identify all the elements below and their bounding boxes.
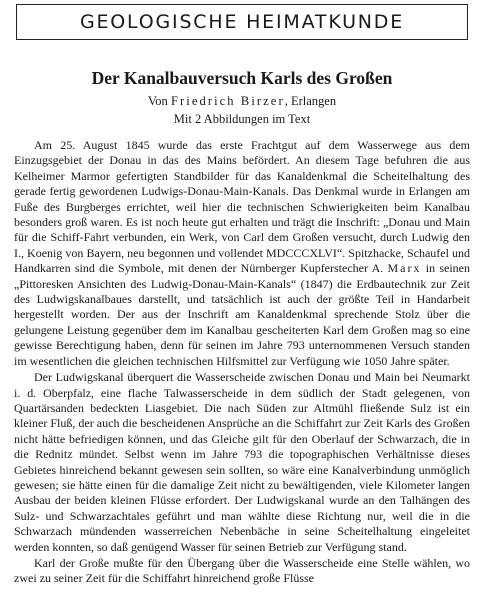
author-location: , Erlangen <box>284 94 337 108</box>
figure-note: Mit 2 Abbildungen im Text <box>173 112 311 126</box>
article-title: Der Kanalbauversuch Karls des Großen <box>91 68 393 88</box>
article-byline <box>14 93 470 109</box>
section-title: GEOLOGISCHE HEIMATKUNDE <box>79 11 405 33</box>
paragraph-3: Karl der Große mußte für den Übergang über die Wasserscheide eine Stelle wählen, wo zwei zu seiner Zeit für die Schiffahrt hinreichend große Flüsse <box>14 555 470 586</box>
paragraph-1-part-b: in seinen „Pittoresken Ansichten des Ludwig-Donau-Main-Kanals“ (1847) die Erdbautechnik zur Zeit des Ludwigskanalbaues darstellt, und tatsächlich ist auch der größte Teil in Handarbeit hergestellt worden. Der aus der Inschrift am Kanaldenkmal sprechende Stolz über die gelungene Leistung gegenüber dem im Kanalbau gescheiterten Karl dem Großen mag so eine gewisse Berechtigung haben, denn für seinen im Jahre 793 unternommenen Versuch standen im wesentlichen die gleichen technischen Hilfsmittel zur Verfügung wie 1050 Jahre später. <box>14 261 470 368</box>
section-header <box>16 4 468 40</box>
engraver-name: Marx <box>387 261 422 276</box>
paragraph-1 <box>14 138 470 369</box>
byline-prefix: Von <box>147 94 171 108</box>
paragraph-1-part-a: Am 25. August 1845 wurde das erste Frachtgut auf dem Wasserwege aus dem Einzugsgebiet der Donau in das des Mains befördert. An diesem Tage befuhren die aus Kelheimer Marmor gefertigten Standbilder für das Kanaldenkmal die Scheitelhaltung des gerade fertig gewordenen Ludwigs-Donau-Main-Kanals. Das Denkmal wurde in Erlangen am Fuße des Burgberges errichtet, weil hier die technischen Schwierigkeiten beim Kanalbau besonders groß waren. Es ist noch heute gut erhalten und trägt die Inschrift: „Donau und Main für die Schiff-Fahrt verbunden, ein Werk, von Carl dem Großen versucht, durch Ludwig den I., Koenig von Bayern, neu begonnen und vollendet MDCCCXLVI“. Spitzhacke, Schaufel und Handkarren sind die Symbole, mit denen der Nürnberger Kupferstecher A. <box>14 138 470 276</box>
article-body <box>14 138 470 587</box>
paragraph-2: Der Ludwigskanal überquert die Wasserscheide zwischen Donau und Main bei Neumarkt i. d. Oberpfalz, eine flache Talwasserscheide in dem südlich der Stadt gelegenen, von Quartärsanden bedeckten Liasgebiet. Die nach Süden zur Altmühl fließende Sulz ist ein kleiner Fluß, der auch die bescheidenen Ansprüche an die Schiffahrt zur Zeit Karls des Großen nicht hätte befriedigen können, und das Gleiche gilt für den Oberlauf der Schwarzach, die in die Rednitz mündet. Selbst wenn im Jahre 793 die topographischen Verhältnisse dieses Gebietes hinreichend bekannt gewesen sein sollten, so wäre eine Kanalverbindung unmöglich gewesen; sie hätte einen für die damalige Zeit nicht zu bewältigenden, viele Kilometer langen Ausbau der beiden kleinen Flüsse erfordert. Der Ludwigskanal wurde an den Talhängen des Sulz- und Schwarzachtales geführt und man wählte diese Richtung nur, weil die in die Schwarzach mündenden wasserreichen Nebenbäche in seine Scheitelhaltung eingeleitet werden konnten, so daß genügend Wasser für seinen Betrieb zur Verfügung stand. <box>14 370 470 554</box>
author-name: Friedrich Birzer <box>170 94 285 108</box>
